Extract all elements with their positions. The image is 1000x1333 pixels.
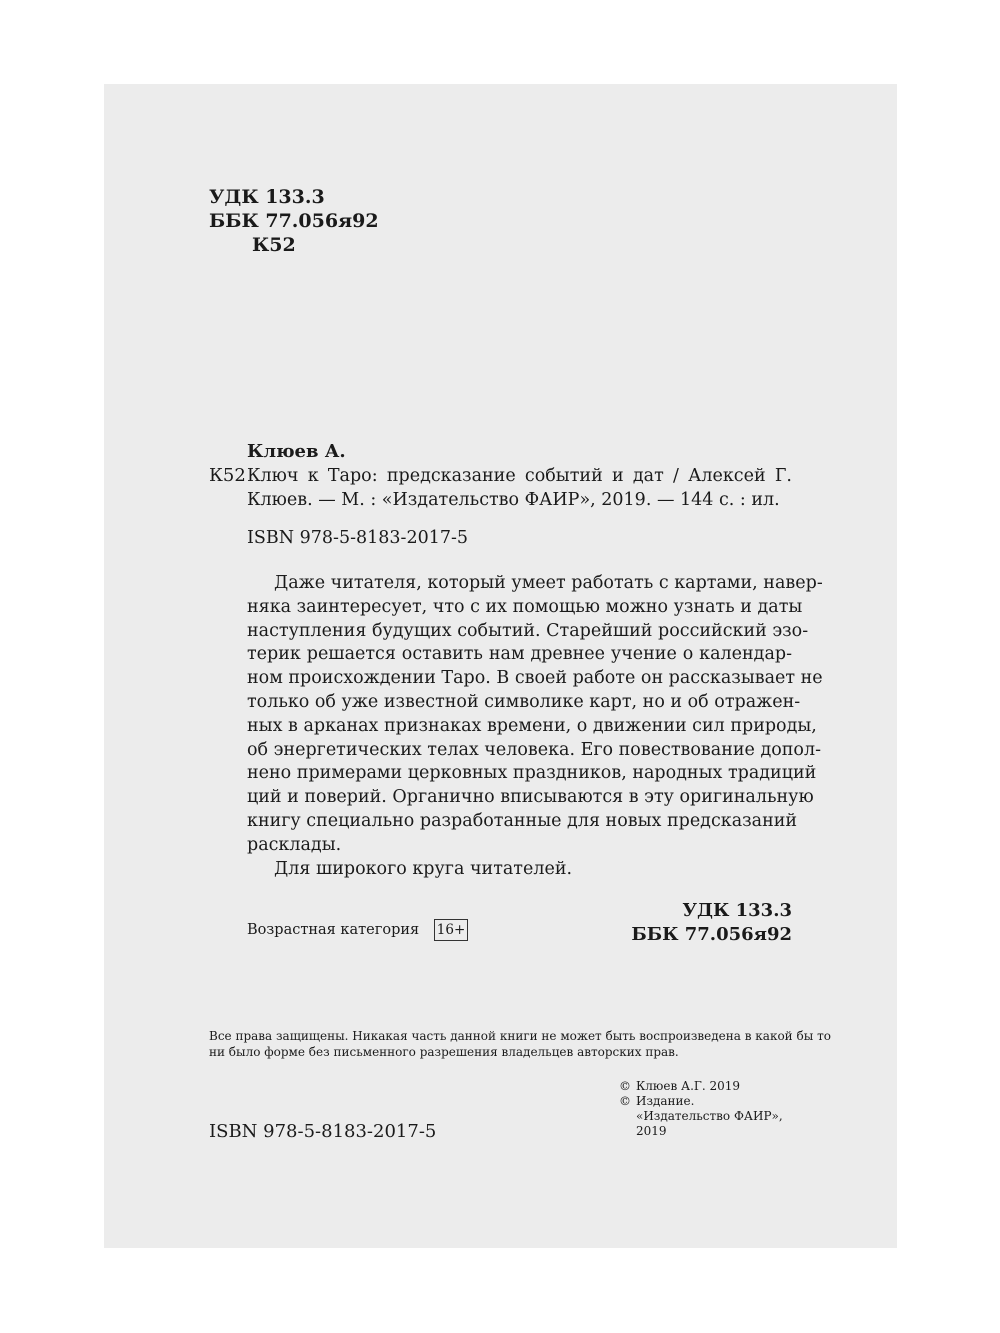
copyright-author-row <box>619 1079 783 1094</box>
copyright-icon: © <box>619 1079 631 1093</box>
annotation-line: ций и поверий. Органично вписываются в эту оригинальную <box>247 787 814 808</box>
footer-bbk: ББК 77.056я92 <box>631 924 792 945</box>
copyright-block <box>619 1079 783 1139</box>
book-page <box>104 84 897 1248</box>
rights-notice <box>209 1028 831 1060</box>
annotation <box>247 572 823 881</box>
copyright-publisher: «Издательство ФАИР», <box>636 1109 783 1123</box>
footer-udk: УДК 133.3 <box>682 900 792 921</box>
author-name: Клюев А. <box>247 441 346 462</box>
copyright-year: 2019 <box>636 1124 667 1138</box>
age-category <box>247 918 468 942</box>
annotation-audience: Для широкого круга читателей. <box>274 858 573 879</box>
age-category-label: Возрастная категория <box>247 922 420 938</box>
annotation-line: об энергетических телах человека. Его повествование допол- <box>247 739 821 760</box>
annotation-line: Даже читателя, который умеет работать с картами, навер- <box>274 573 823 593</box>
rights-line: ни было форме без письменного разрешения владельцев авторских прав. <box>209 1045 679 1059</box>
header-udk: УДК 133.3 <box>209 186 325 208</box>
annotation-line: ном происхождении Таро. В своей работе он рассказывает не <box>247 668 823 689</box>
footer-isbn: ISBN 978-5-8183-2017-5 <box>209 1121 437 1142</box>
copyright-icon: © <box>619 1094 631 1108</box>
age-rating-badge: 16+ <box>434 919 469 941</box>
entry-isbn: ISBN 978-5-8183-2017-5 <box>247 528 469 548</box>
annotation-line: только об уже известной символике карт, но и об отражен- <box>247 691 801 712</box>
copyright-edition-row <box>619 1094 783 1109</box>
header-code: К52 <box>252 234 296 256</box>
annotation-line: наступления будущих событий. Старейший российский эзо- <box>247 620 809 641</box>
annotation-line: нено примерами церковных праздников, народных традиций <box>247 763 817 784</box>
copyright-edition: Издание. <box>636 1094 695 1108</box>
rights-line: Все права защищены. Никакая часть данной книги не может быть воспроизведена в какой бы то <box>209 1029 831 1043</box>
copyright-author: Клюев А.Г. 2019 <box>636 1079 741 1093</box>
annotation-line: книгу специально разработанные для новых предсказаний <box>247 810 798 831</box>
header-bbk: ББК 77.056я92 <box>209 210 379 232</box>
annotation-line: ных в арканах признаках времени, о движении сил природы, <box>247 715 817 736</box>
annotation-line: расклады. <box>247 834 342 855</box>
bibliographic-description-line2: Клюев. — М. : «Издательство ФАИР», 2019. — 144 с. : ил. <box>247 490 780 510</box>
bibliographic-description-line1: Ключ к Таро: предсказание событий и дат / Алексей Г. <box>247 466 792 486</box>
annotation-line: няка заинтересует, что с их помощью можно узнать и даты <box>247 596 803 617</box>
annotation-line: терик решается оставить нам древнее учение о календар- <box>247 644 792 665</box>
entry-side-code: К52 <box>209 465 246 486</box>
